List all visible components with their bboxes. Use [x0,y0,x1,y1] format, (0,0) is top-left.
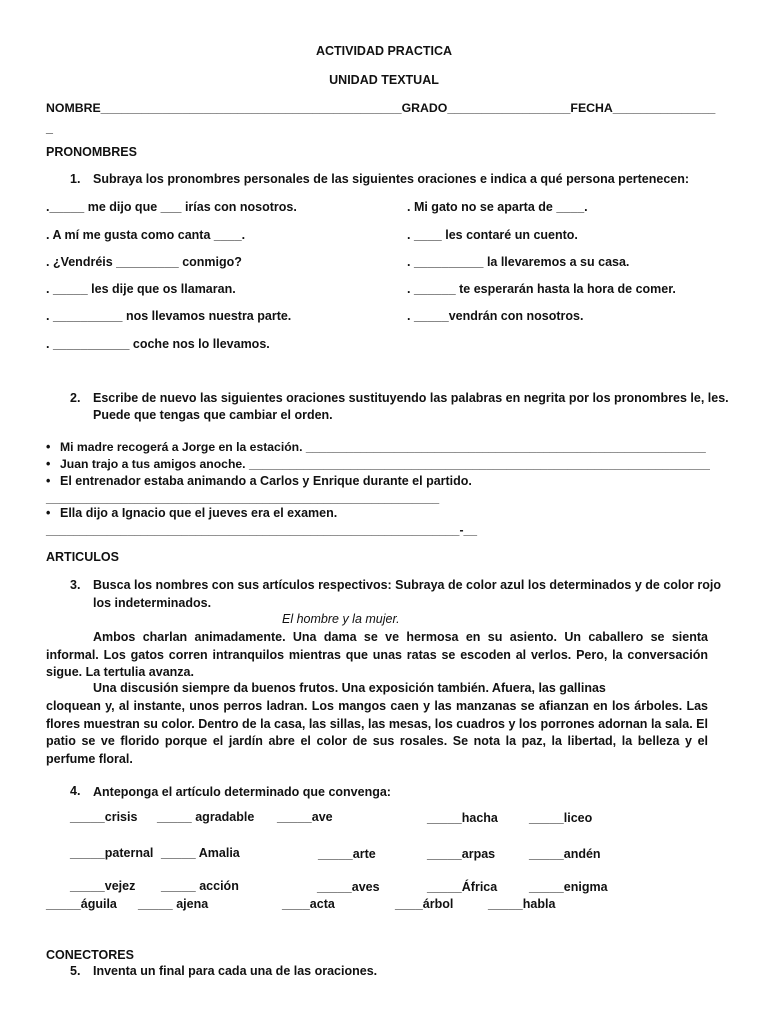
blank-aves: _____aves [317,880,380,894]
blank-liceo: _____liceo [529,811,593,825]
blank-accion: _____ acción [161,879,239,893]
bullet-3-text: El entrenador estaba animando a Carlos y Enrique durante el partido. [60,474,472,488]
name-line-tail: _ [46,121,53,135]
question-3-line-1: Busca los nombres con sus artículos respectivos: Subraya de color azul los determinados y de color rojo [93,578,721,592]
bullet-1-dot: • [46,440,51,454]
story-paragraph-2: cloquean y, al instante, unos perros ladran. Los mangos caen y las manzanas se afianzan en los árboles. Las flores muestran su color. Dentro de la casa, las sillas, las mesas, los cuadros y los porrones adornan la sala. El patio se ve florido porque el jardín abre el color de sus rosales. Se nota la paz, la libertad, la belleza y el perfume floral. [46,699,708,766]
blank-arbol: ____árbol [395,897,454,911]
sentence-right-1: . Mi gato no se aparta de ____. [407,200,588,214]
question-2-line-1: Escribe de nuevo las siguientes oraciones sustituyendo las palabras en negrita por los pronombres le, les. [93,391,729,405]
bullet-4-answer-line: _____________________________________________________________-__ [46,523,478,537]
sentence-left-3: . ¿Vendréis _________ conmigo? [46,255,242,269]
question-2-line-2: Puede que tengas que cambiar el orden. [93,408,333,422]
blank-vejez: _____vejez [70,879,136,893]
blank-crisis: _____crisis [70,810,138,824]
section-heading-articulos: ARTICULOS [46,550,119,564]
blank-amalia: _____ Amalia [161,846,240,860]
question-5-text: Inventa un final para cada una de las oraciones. [93,964,378,978]
sentence-left-5: . __________ nos llevamos nuestra parte. [46,309,292,323]
bullet-3-answer-line: __________________________________________________________ [46,491,440,505]
blank-anden: _____andén [529,847,601,861]
bullet-2-dot: • [46,457,51,471]
story-paragraph-1: Ambos charlan animadamente. Una dama se ve hermosa en su asiento. Un caballero se sienta informal. Los gatos corren intranquilos mientras que unas ratas se escoden al verlos. Pero, la conversación sigue. La tertulia avanza. [46,630,708,679]
bullet-4-dot: • [46,506,51,520]
blank-arte: _____arte [318,847,376,861]
blank-aguila: _____águila [46,897,117,911]
blank-arpas: _____arpas [427,847,496,861]
sentence-right-3: . __________ la llevaremos a su casa. [407,255,630,269]
question-1-number: 1. [70,172,81,186]
worksheet-title: ACTIVIDAD PRACTICA [315,44,453,58]
blank-africa: _____África [427,880,498,894]
question-3-number: 3. [70,578,81,592]
sentence-left-2: . A mí me gusta como canta ____. [46,228,246,242]
blank-habla: _____habla [488,897,556,911]
sentence-left-4: . _____ les dije que os llamaran. [46,282,236,296]
story-paragraph-2-first-line: Una discusión siempre da buenos frutos. Una exposición también. Afuera, las gallinas [93,681,606,695]
question-3-line-2: los indeterminados. [93,596,212,610]
sentence-right-4: . ______ te esperarán hasta la hora de comer. [407,282,676,296]
sentence-left-1: ._____ me dijo que ___ irías con nosotros. [46,200,297,214]
story-title: El hombre y la mujer. [282,612,400,626]
sentence-right-5: . _____vendrán con nosotros. [407,309,584,323]
bullet-3-dot: • [46,474,51,488]
question-1-text: Subraya los pronombres personales de las siguientes oraciones e indica a qué persona pertenecen: [93,172,690,186]
blank-acta: ____acta [282,897,335,911]
blank-agradable: _____ agradable [157,810,255,824]
section-heading-pronombres: PRONOMBRES [46,145,137,159]
sentence-left-6: . ___________ coche nos lo llevamos. [46,337,270,351]
question-5-number: 5. [70,964,81,978]
blank-ave: _____ave [277,810,333,824]
question-4-number: 4. [70,784,81,798]
section-heading-conectores: CONECTORES [46,948,134,962]
sentence-right-2: . ____ les contaré un cuento. [407,228,578,242]
blank-hacha: _____hacha [427,811,498,825]
name-grade-date-line: NOMBRE____________________________________________GRADO__________________FECHA_______________ [46,101,716,115]
bullet-1-text: Mi madre recogerá a Jorge en la estación. ___________________________________________________________ [60,440,706,454]
bullet-2-text: Juan trajo a tus amigos anoche. ____________________________________________________________________ [60,457,710,471]
blank-paternal: _____paternal [70,846,154,860]
worksheet-subtitle: UNIDAD TEXTUAL [329,73,439,87]
blank-enigma: _____enigma [529,880,608,894]
question-2-number: 2. [70,391,81,405]
question-4-text: Anteponga el artículo determinado que convenga: [93,785,391,799]
blank-ajena: _____ ajena [138,897,209,911]
bullet-4-text: Ella dijo a Ignacio que el jueves era el examen. [60,506,338,520]
